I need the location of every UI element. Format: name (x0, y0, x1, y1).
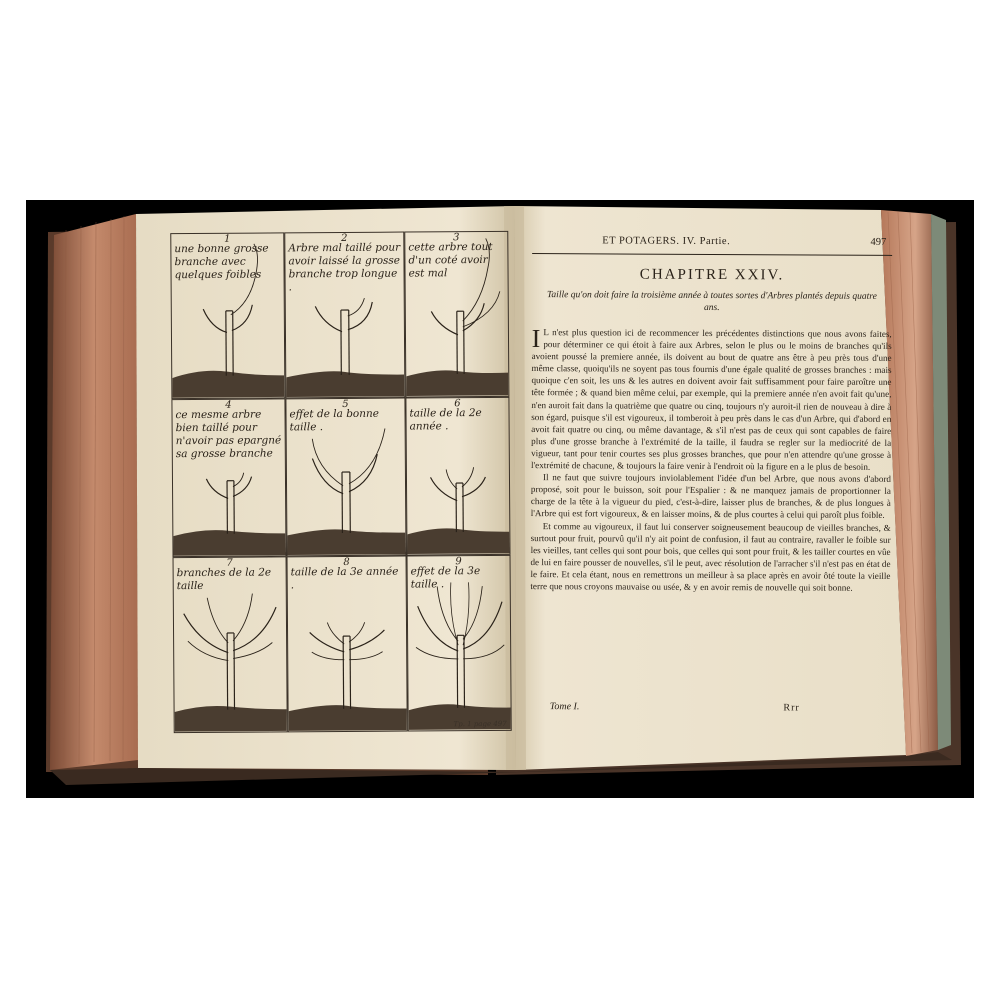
page-footer (530, 701, 890, 714)
panel-caption: branches de la 2e taille (176, 566, 272, 593)
panel-caption: ce mesme arbre bien taillé pour n'avoir pas epargné sa grosse branche (175, 408, 282, 461)
body-text (530, 326, 891, 594)
paragraph: Et comme au vigoureux, il faut lui conserver soigneusement beaucoup de vieilles branches, & surtout pour fruit, pourvû qu'il n'y ait point de confusion, il faut au contraire, ravaller le foible sur les vieilles, tant celles qui sont pour bois, que celles qui sont pour fruit, & les tailler courtes en vûe de lui en faire pousser de nouvelles, s'il le peut, avec résolution de l'arracher s'il n'est pas en état de le faire. Et cela étant, nous en remettrons un meilleur à sa place après en avoir ôté toute la vieille terre que nous croyons mauvaise ou usée, & y en avoir remis de nouvelle qui soit bonne. (530, 520, 891, 593)
signature-mark: Rrr (783, 702, 800, 714)
panel-caption: Arbre mal taillé pour avoir laissé la grosse branche trop longue . (288, 241, 401, 294)
plate-panel (171, 398, 286, 557)
paragraph: Il ne faut que suivre toujours inviolablement l'idée d'un bel Arbre, que nous avons d'abord proposé, soit pour le buisson, soit pour l'Espalier : & ne manquez jamais de proportionner la charge de la tête à la vigueur du pied, c'est-à-dire, laisser plus de branches, & de plus longues à l'Arbre qui est fort vigoureux, & en laisser moins, & de plus courtes à celui qui paroît plus foible. (530, 472, 891, 521)
text-page (530, 231, 893, 713)
panel-number: 2 (341, 232, 348, 244)
panel-number: 4 (225, 399, 232, 411)
plate-panel (284, 232, 405, 399)
panel-number: 8 (343, 556, 350, 568)
panel-number: 6 (454, 398, 461, 410)
panel-caption: effet de la bonne taille . (289, 407, 380, 434)
paragraph-text: L n'est plus question ici de recommencer les précédentes distinctions que nous avons faites, pour déterminer ce qui étoit à faire aux Arbres, selon le plus ou le moins de branches qu'ils avoient poussé la premiere année, ils doivent au bout de quatre ans être à peu près tous d'une même classe, quoiqu'ils ne soyent pas tous fournis d'une égale qualité de grosses branches : mais quoique c'en soit, les uns & les autres en doivent avoir fait suffisamment pour faire paroître une tête formée ; & quand bien même celui, par exemple, qui la premiere année n'en avoit fait qu'une, n'en auroit fait dans la quatrième que quatre ou cinq, toujours n'y auroit-il rien de nouveau à dire à son égard, puisque s'il est vigoureux, il tomberoit à peu près dans le cas d'un Arbre, qui d'abord en avoit fait quatre ou cinq, ou même davantage, & s'il n'est pas de ceux qui sont capables de faire plus d'une grosse branche à l'extrémité de la taille, il faudra se regler sur la mediocrité de la vigueur, tant pour tenir courtes ses plus grosses branches, que pour n'en attendre qu'une grosse à l'extrémité de chacune, & toujours la faire venir à l'endroit où la figure en a le plus de besoin. (531, 327, 892, 472)
plate-reference: Tp. 1 page 497 (453, 719, 507, 729)
head-rule (532, 253, 892, 256)
panel-number: 1 (224, 233, 231, 245)
plate-panel (285, 398, 406, 557)
panel-number: 9 (455, 556, 462, 568)
chapter-title: CHAPITRE XXIV. (639, 266, 785, 284)
paragraph (531, 326, 892, 473)
panel-caption: effet de la 3e taille . (410, 565, 481, 591)
plate-panel (404, 231, 509, 398)
panel-caption: une bonne grosse branche avec quelques foibles (174, 242, 269, 282)
page-number: 497 (870, 236, 887, 248)
drop-cap: I (531, 324, 541, 354)
plate-panel (173, 556, 288, 733)
book-photo (26, 200, 974, 798)
panel-number: 7 (226, 557, 233, 569)
plate-panel (287, 556, 408, 733)
chapter-subtitle: Taille qu'on doit faire la troisième année à toutes sortes d'Arbres plantés depuis quatre ans. (547, 290, 877, 314)
running-head: ET POTAGERS. IV. Partie. (602, 235, 731, 248)
panel-caption: taille de la 3e année . (290, 565, 399, 592)
engraved-plate (170, 231, 511, 733)
panel-caption: taille de la 2e année . (409, 407, 482, 433)
panel-number: 5 (342, 398, 349, 410)
panel-caption: cette arbre tout d'un coté avoir est mal (408, 240, 493, 280)
plate-panel (170, 232, 285, 399)
volume-label: Tome I. (549, 701, 580, 713)
plate-panel (405, 397, 510, 556)
panel-number: 3 (453, 232, 460, 244)
plate-panel (407, 555, 512, 732)
